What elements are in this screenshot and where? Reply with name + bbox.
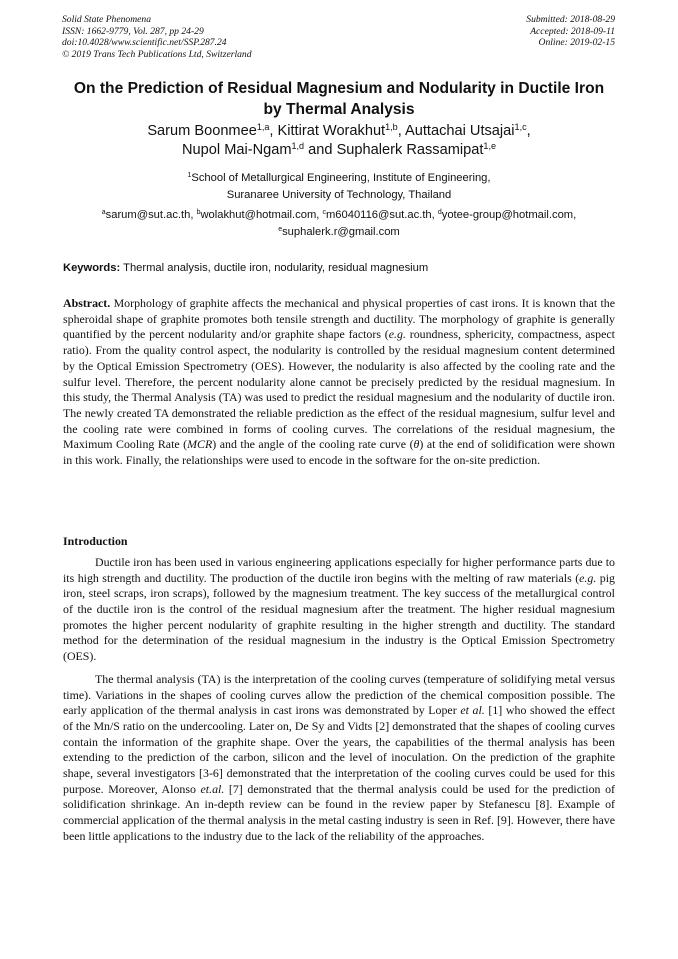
author-and: and: [308, 142, 333, 158]
keywords: [63, 261, 615, 275]
intro-text: Ductile iron has been used in various engineering applications especially for higher performance parts due to its high strength and ductility. The production of the ductile iron begins with the melting of raw materials (: [63, 555, 615, 585]
email-sup: a: [101, 209, 106, 217]
author-sup: 1,e: [483, 141, 496, 152]
intro-italic: et.al.: [200, 781, 225, 796]
email-link[interactable]: yotee-group@hotmail.com: [441, 209, 574, 221]
email-sup: e: [278, 226, 283, 234]
affiliation-line-2: Suranaree University of Technology, Thailand: [226, 189, 452, 201]
author-name: Nupol Mai-Ngam: [182, 142, 292, 158]
paper-title: [40, 78, 638, 120]
author-list: [40, 122, 638, 160]
intro-text: pig iron, steel scraps, iron scraps), followed by the magnesium treatment. The key success of the metallurgical control of the ductile iron is the control of the residual magnesium after the treatment. The higher residual magnesium promotes the higher percent nodularity of graphite resulting in the higher strength and ductility. The standard method for the determination of the residual magnesium in the industry is the Optical Emission Spectrometry (OES).: [63, 570, 615, 663]
intro-text: [1] who showed the effect of the Mn/S ratio on the undercooling. Later on, De Sy and Vidts [2] demonstrated that the shapes of cooling curves contain the information of the graphite shape. Over the years, the capabilities of the thermal analysis has been extending to the prediction of the carbon, silicon and the level of inoculation. On the prediction of the graphite shape, several investigators [3-6] demonstrated that the interpretation of the cooling curves could be used for this purpose. Moreover, Alonso: [63, 703, 616, 796]
journal-copyright: © 2019 Trans Tech Publications Ltd, Switzerland: [62, 48, 252, 60]
abstract-label: Abstract.: [63, 296, 111, 310]
keywords-text: Thermal analysis, ductile iron, nodularity, residual magnesium: [123, 262, 429, 274]
email-sup: d: [437, 209, 442, 217]
affiliation-sup: 1: [187, 172, 192, 180]
journal-info: [62, 14, 252, 60]
journal-doi[interactable]: doi:10.4028/www.scientific.net/SSP.287.24: [62, 37, 227, 49]
intro-italic: et al.: [460, 703, 485, 718]
intro-text: [7] demonstrated that the thermal analysis could be used for the prediction of solidification shrinkage. An in-depth review can be found in the review paper by Stefanescu [8]. Example of commercial application of the thermal analysis in the metal casting industry is seen in Ref. [9]. However, there have been little applications to the industry due to the lack of the reliability of the approaches.: [63, 781, 615, 843]
email-link[interactable]: wolakhut@hotmail.com: [200, 209, 317, 221]
author-sup: 1,a: [256, 122, 270, 133]
author-sup: 1,d: [291, 141, 305, 152]
email-sup: c: [322, 209, 326, 217]
email-line-1: $^a$sarum@sut.ac.th, $^b$wolakhut@hotmail.com, $^c$m6040116@sut.ac.th, $^d$yotee-group@hotmail.com,: [101, 209, 577, 221]
keywords-label: Keywords:: [63, 262, 121, 274]
affiliation-text: School of Metallurgical Engineering, Institute of Engineering,: [191, 172, 491, 184]
author-name: Suphalerk Rassamipat: [336, 142, 484, 158]
email-sup: b: [196, 209, 201, 217]
intro-italic: e.g.: [579, 570, 597, 585]
journal-name: Solid State Phenomena: [62, 14, 151, 25]
email-line-2: [40, 224, 638, 241]
abstract-text: ) and the angle of the cooling rate curve (: [212, 437, 414, 452]
author-sup: 1,c: [514, 122, 527, 133]
journal-issn: ISSN: 1662-9779, Vol. 287, pp 24-29: [62, 25, 204, 37]
abstract: [63, 296, 615, 469]
affiliation: [40, 170, 638, 204]
abstract-text: Morphology of graphite affects the mechanical and physical properties of cast irons. It is known that the spheroidal shape of graphite promotes both tensile strength and ductility. The morphology of graphite is generally quantified by the percent nodularity and/or graphite shape factors (: [63, 296, 615, 342]
intro-paragraph-2: [63, 672, 615, 844]
accepted-date: Accepted: 2018-09-11: [530, 25, 615, 37]
submitted-date: Submitted: 2018-08-29: [526, 14, 615, 25]
intro-text: The thermal analysis (TA) is the interpretation of the cooling curves (temperature of solidifying metal versus time). Variations in the shapes of cooling curves allow the prediction of the chemical composition possible. The early application of the thermal analysis in cast irons was demonstrated by Loper: [63, 672, 615, 718]
author-sup: 1,b: [385, 122, 398, 133]
author-name: Auttachai Utsajai: [405, 123, 515, 139]
title-line-1: On the Prediction of Residual Magnesium and Nodularity in Ductile Iron: [73, 80, 605, 97]
abstract-text: ) at the end of solidification were shown in this work. Finally, the relationships were used to encode in the software for the on-site prediction.: [63, 437, 615, 468]
author-name: Sarum Boonmee: [147, 123, 257, 139]
email-link[interactable]: m6040116@sut.ac.th: [325, 209, 432, 221]
author-line-1: Sarum Boonmee$^{1,a}$, Kittirat Worakhut$^{1,b}$, Auttachai Utsajai$^{1,c}$,: [147, 122, 531, 139]
affiliation-line-1: [40, 170, 638, 187]
email-link[interactable]: suphalerk.r@gmail.com: [282, 226, 400, 238]
intro-paragraph-1: [63, 555, 615, 665]
online-date: Online: 2019-02-15: [538, 37, 615, 49]
abstract-text: roundness, sphericity, compactness, aspect ratio). From the quality control aspect, the nodularity is controlled by the residual magnesium content determined by the Optical Emission Spectrometry (OES). However, the nodularity is also affected by the cooling rate and the sulfur level. Therefore, the percent nodularity alone cannot be precisely predicted by the residual magnesium. In this study, the Thermal Analysis (TA) was used to predict the residual magnesium and the nodularity of ductile iron. The newly created TA demonstrated the reliable prediction as the effect of the residual magnesium, sulfur level and the cooling rate were combined in forms of cooling curves. The correlations of the residual magnesium, the Maximum Cooling Rate (: [63, 327, 615, 452]
abstract-italic: θ: [413, 437, 420, 452]
title-line-2: by Thermal Analysis: [263, 101, 415, 118]
abstract-italic: MCR: [187, 437, 213, 452]
email-list: [40, 207, 638, 241]
author-line-2: [40, 141, 638, 160]
abstract-italic: e.g.: [388, 327, 406, 342]
email-link[interactable]: sarum@sut.ac.th: [105, 209, 191, 221]
author-name: Kittirat Worakhut: [277, 123, 386, 139]
section-heading-introduction: Introduction: [63, 534, 128, 548]
submission-dates: [526, 14, 615, 49]
